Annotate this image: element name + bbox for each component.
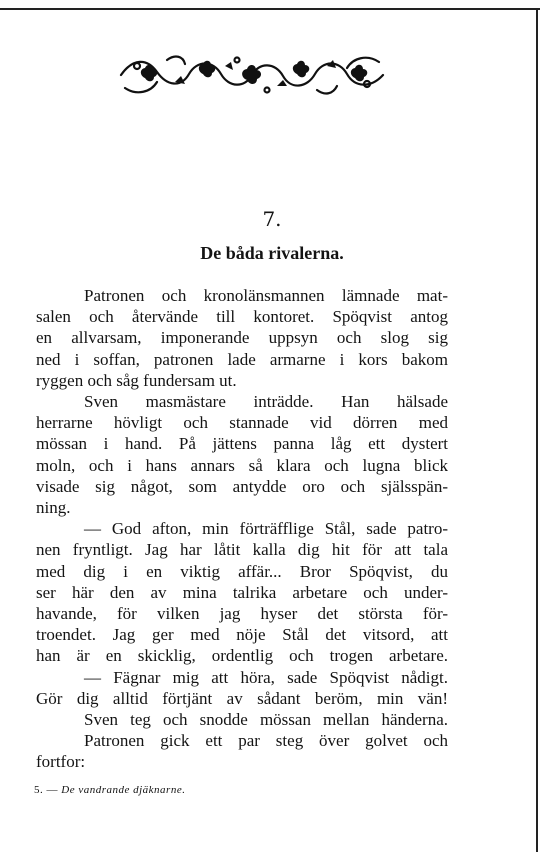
text-line: Gör dig alltid förtjänt av sådant beröm, min vän! xyxy=(36,688,448,708)
text-line: — God afton, min förträfflige Stål, sade patro- xyxy=(84,519,448,539)
text-line: visade sig något, som antydde oro och själsspän- xyxy=(36,476,448,496)
chapter-number: 7. xyxy=(262,207,282,231)
text-line: nen fryntligt. Jag har låtit kalla dig hit för att tala xyxy=(36,540,448,560)
text-line: troendet. Jag ger med nöje Stål det vitsord, att xyxy=(36,625,448,645)
text-line: — Fägnar mig att höra, sade Spöqvist nådigt. xyxy=(84,667,448,687)
text-line: med dig i en viktig affär... Bror Spöqvist, du xyxy=(36,561,448,581)
text-line: mössan i hand. På jättens panna låg ett dystert xyxy=(36,434,448,454)
text-line: en allvarsam, imponerande uppsyn och slog sig xyxy=(36,328,448,348)
text-line: Sven masmästare inträdde. Han hälsade xyxy=(84,392,448,411)
text-line: ser här den av mina talrika arbetare och under- xyxy=(36,582,448,602)
text-line: salen och återvände till kontoret. Spöqvist antog xyxy=(36,307,448,327)
right-border-rule xyxy=(536,8,538,852)
footer-signature: 5. — xyxy=(34,784,58,796)
text-line: havande, för vilken jag hyser det största för- xyxy=(36,604,448,623)
text-line: fortfor: xyxy=(36,752,86,772)
chapter-title: De båda rivalerna. xyxy=(200,243,344,263)
text-line: Patronen gick ett par steg över golvet och xyxy=(84,731,448,751)
floral-ornament-icon xyxy=(117,52,387,98)
text-line: moln, och i hans annars så klara och lugna blick xyxy=(36,455,448,475)
text-line: herrarne hövligt och stannade vid dörren med xyxy=(36,413,448,433)
text-line: han är en skicklig, ordentlig och trogen arbetare. xyxy=(36,646,448,666)
text-line: ned i soffan, patronen lade armarne i kors bakom xyxy=(36,349,448,369)
top-border-rule xyxy=(0,8,540,10)
footer-book-title: De vandrande djäknarne. xyxy=(61,784,186,796)
page-footer xyxy=(34,784,185,796)
text-line: ryggen och såg fundersam ut. xyxy=(36,370,237,390)
text-line: Patronen och kronolänsmannen lämnade mat- xyxy=(84,286,448,305)
text-line: ning. xyxy=(36,498,71,517)
text-line: Sven teg och snodde mössan mellan händerna. xyxy=(84,710,448,729)
